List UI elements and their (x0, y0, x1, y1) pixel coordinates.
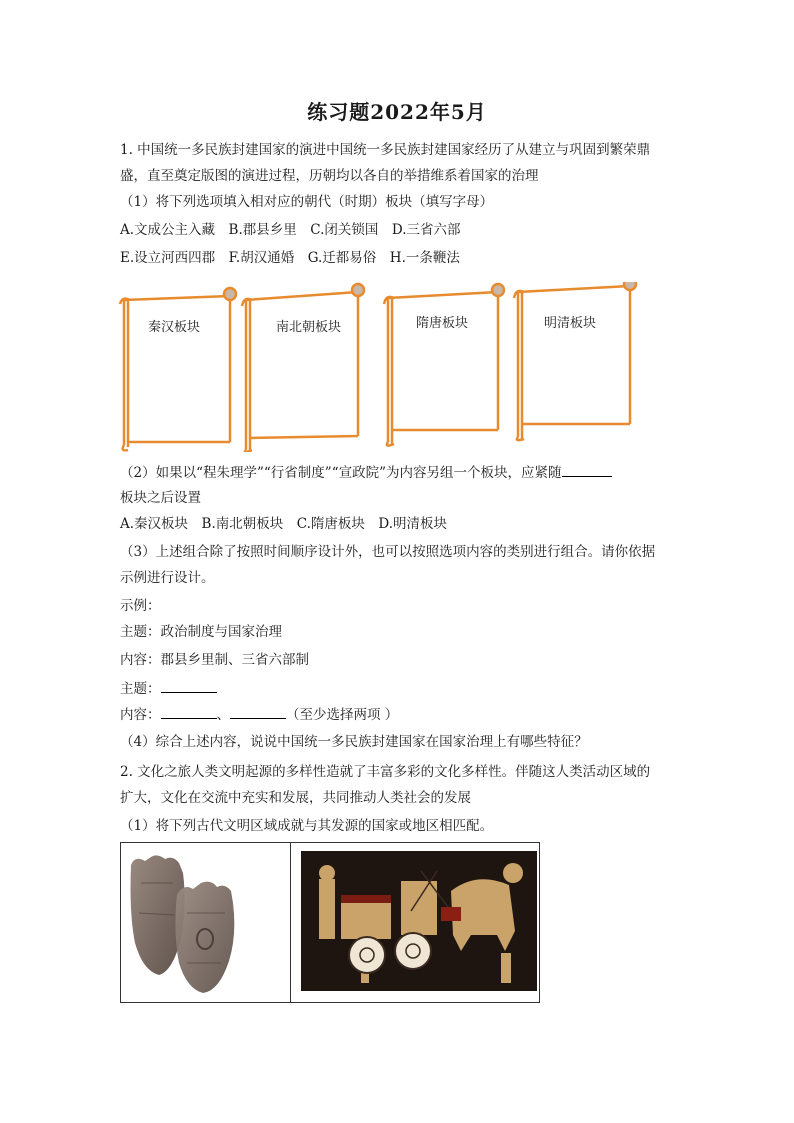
example-theme: 主题：政治制度与国家治理 (120, 624, 282, 640)
scroll-label-mingqing: 明清板块 (544, 316, 597, 331)
artifact-image-table (120, 842, 540, 1003)
theme-row (120, 678, 680, 699)
q1-sub2-line1 (120, 462, 680, 483)
example-content: 内容：郡县乡里制、三省六部制 (120, 652, 309, 668)
q1-options-row1: A.文成公主入藏 B.郡县乡里 C.闭关锁国 D.三省六部 (120, 222, 461, 238)
q1-sub3-line1: （3）上述组合除了按照时间顺序设计外，也可以按照选项内容的类别进行组合。请你依据 (120, 544, 656, 560)
scroll-label-nanbeichao: 南北朝板块 (276, 320, 342, 335)
content-blank-2[interactable] (230, 704, 286, 719)
q2-sub1: （1）将下列古代文明区域成就与其发源的国家或地区相匹配。 (120, 818, 494, 834)
q1-sub2-line2: 板块之后设置 (120, 490, 201, 506)
answer-blank[interactable] (562, 462, 612, 477)
scroll-label-qinhan: 秦汉板块 (148, 320, 201, 335)
q1-options-row2: E.设立河西四郡 F.胡汉通婚 G.迁都易俗 H.一条鞭法 (120, 250, 460, 266)
content-note: （至少选择两项 ） (286, 707, 399, 723)
page-title: 练习题2022年5月 (307, 100, 487, 124)
standard-of-ur-image (301, 851, 537, 991)
scroll-suitang (384, 284, 504, 446)
content-blank-1[interactable] (161, 704, 217, 719)
theme-blank[interactable] (161, 678, 217, 693)
q1-sub2-text: （2）如果以“程朱理学”“行省制度”“宣政院”为内容另组一个板块，应紧随 (120, 465, 562, 481)
content-label: 内容： (120, 707, 161, 723)
scroll-boards (112, 282, 642, 452)
q1-sub4: （4）综合上述内容，说说中国统一多民族封建国家在国家治理上有哪些特征？ (120, 734, 588, 750)
scroll-mingqing (514, 282, 636, 440)
q1-intro-line2: 盛，直至奠定版图的演进过程，历朝均以各自的举措维系着国家的治理 (120, 168, 539, 184)
q2-intro-line1: 2. 文化之旅人类文明起源的多样性造就了丰富多彩的文化多样性。伴随这人类活动区域的 (120, 764, 651, 780)
scroll-qinhan (120, 288, 236, 450)
narmer-palette-image (121, 843, 289, 1002)
scroll-label-suitang: 隋唐板块 (416, 316, 469, 331)
theme-label: 主题： (120, 681, 161, 697)
content-row (120, 704, 680, 725)
q1-sub3-line2: 示例进行设计。 (120, 570, 215, 586)
q1-intro-line1: 1. 中国统一多民族封建国家的演进中国统一多民族封建国家经历了从建立与巩固到繁荣鼎 (120, 142, 651, 158)
example-label: 示例： (120, 598, 161, 614)
scroll-nanbeichao (242, 284, 364, 452)
q1-sub2-options: A.秦汉板块 B.南北朝板块 C.隋唐板块 D.明清板块 (120, 516, 448, 532)
q2-intro-line2: 扩大，文化在交流中充实和发展，共同推动人类社会的发展 (120, 790, 471, 806)
q1-sub1: （1）将下列选项填入相对应的朝代（时期）板块（填写字母） (120, 194, 494, 210)
content-separator: 、 (216, 707, 230, 723)
